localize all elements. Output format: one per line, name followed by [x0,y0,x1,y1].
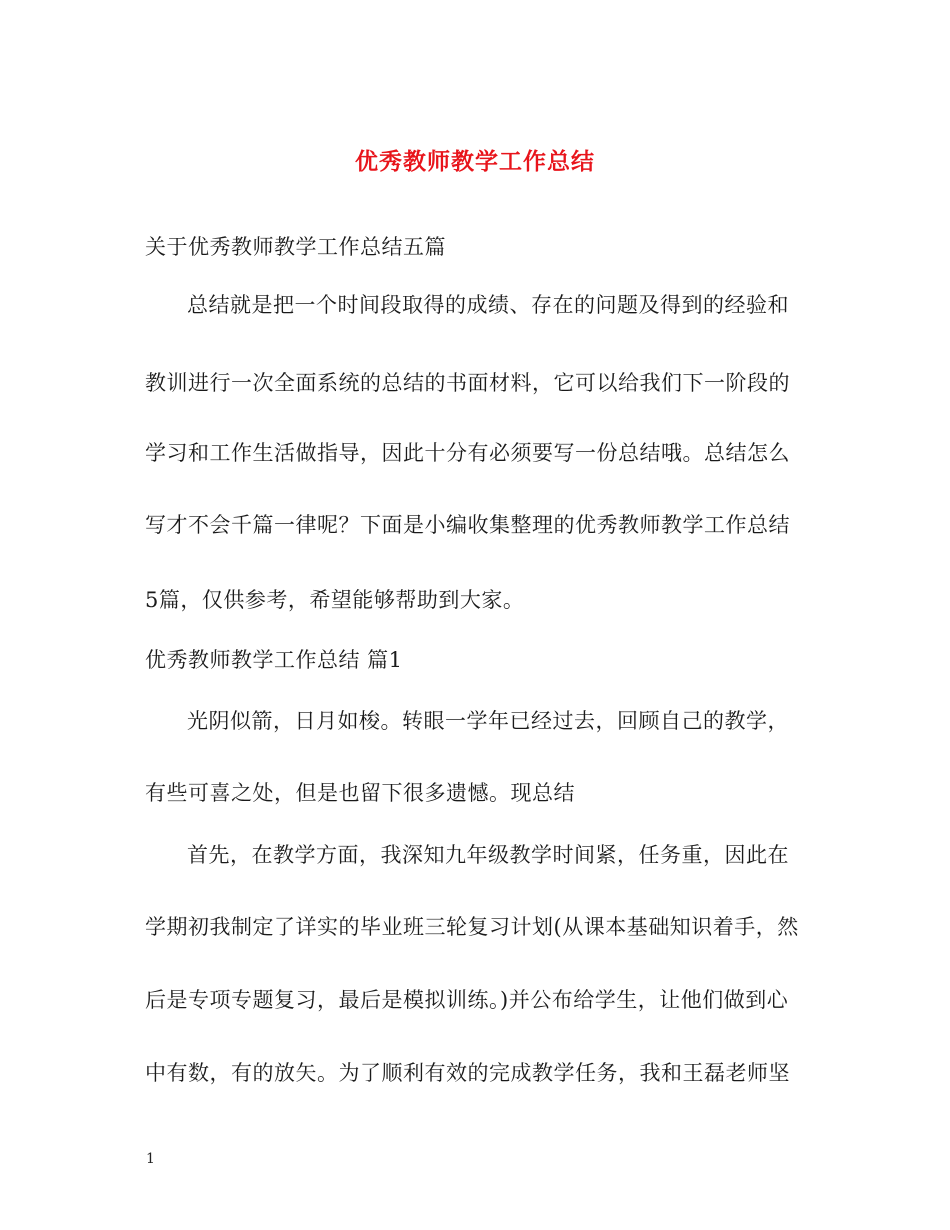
paragraph-line: 后是专项专题复习，最后是模拟训练。)并公布给学生，让他们做到心 [145,988,789,1012]
paragraph-line: 学习和工作生活做指导，因此十分有必须要写一份总结哦。总结怎么 [145,441,790,465]
page-number: 1 [146,1151,155,1167]
paragraph-line: 有些可喜之处，但是也留下很多遗憾。现总结 [145,781,575,805]
paragraph-line: 5篇，仅供参考，希望能够帮助到大家。 [145,588,525,612]
paragraph-line: 光阴似箭，日月如梭。转眼一学年已经过去，回顾自己的教学， [187,709,789,733]
paragraph-line: 写才不会千篇一律呢？下面是小编收集整理的优秀教师教学工作总结 [145,513,790,537]
paragraph-line: 首先，在教学方面，我深知九年级教学时间紧，任务重，因此在 [187,843,789,867]
paragraph-line: 教训进行一次全面系统的总结的书面材料，它可以给我们下一阶段的 [145,371,790,395]
section-heading: 优秀教师教学工作总结 篇1 [145,648,403,672]
paragraph-line: 学期初我制定了详实的毕业班三轮复习计划(从课本基础知识着手，然 [145,915,799,939]
paragraph-line: 总结就是把一个时间段取得的成绩、存在的问题及得到的经验和 [187,293,789,317]
document-subtitle: 关于优秀教师教学工作总结五篇 [145,235,446,259]
paragraph-line: 中有数，有的放矢。为了顺利有效的完成教学任务，我和王磊老师坚 [145,1061,790,1085]
document-title: 优秀教师教学工作总结 [355,148,595,175]
